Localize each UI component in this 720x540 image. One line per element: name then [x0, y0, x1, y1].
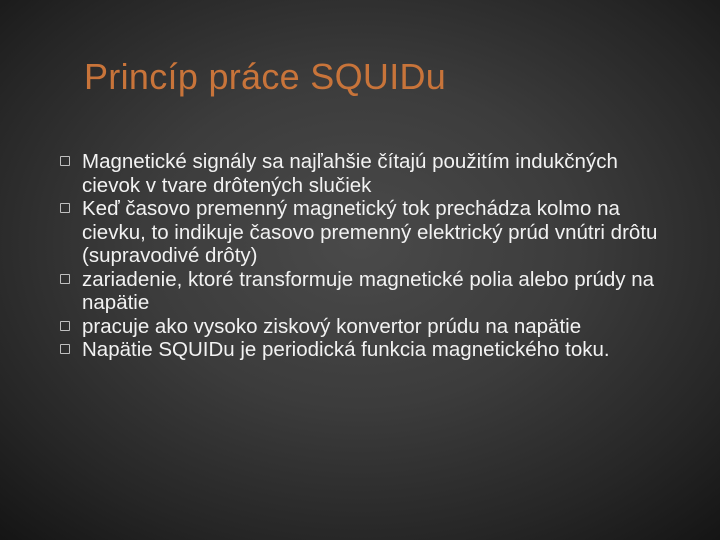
slide-title: Princíp práce SQUIDu	[84, 56, 447, 97]
square-bullet-icon	[60, 156, 70, 166]
bullet-list	[60, 150, 680, 362]
bullet-item	[60, 338, 680, 362]
bullet-item	[60, 268, 680, 315]
bullet-text: pracuje ako vysoko ziskový konvertor prúdu na napätie	[82, 314, 582, 338]
bullet-text: Magnetické signály sa najľahšie čítajú použitím indukčných cievok v tvare drôtených slučiek	[82, 150, 618, 197]
square-bullet-icon	[60, 274, 70, 284]
bullet-item	[60, 197, 680, 268]
bullet-text: Napätie SQUIDu je periodická funkcia magnetického toku.	[82, 338, 610, 361]
square-bullet-icon	[60, 344, 70, 354]
bullet-text: zariadenie, ktoré transformuje magnetické polia alebo prúdy na napätie	[82, 267, 655, 314]
bullet-item	[60, 315, 680, 339]
square-bullet-icon	[60, 321, 70, 331]
bullet-item	[60, 150, 680, 197]
square-bullet-icon	[60, 203, 70, 213]
bullet-text: Keď časovo premenný magnetický tok prechádza kolmo na cievku, to indikuje časovo premenný elektrický prúd vnútri drôtu (supravodivé drôty)	[82, 197, 658, 267]
